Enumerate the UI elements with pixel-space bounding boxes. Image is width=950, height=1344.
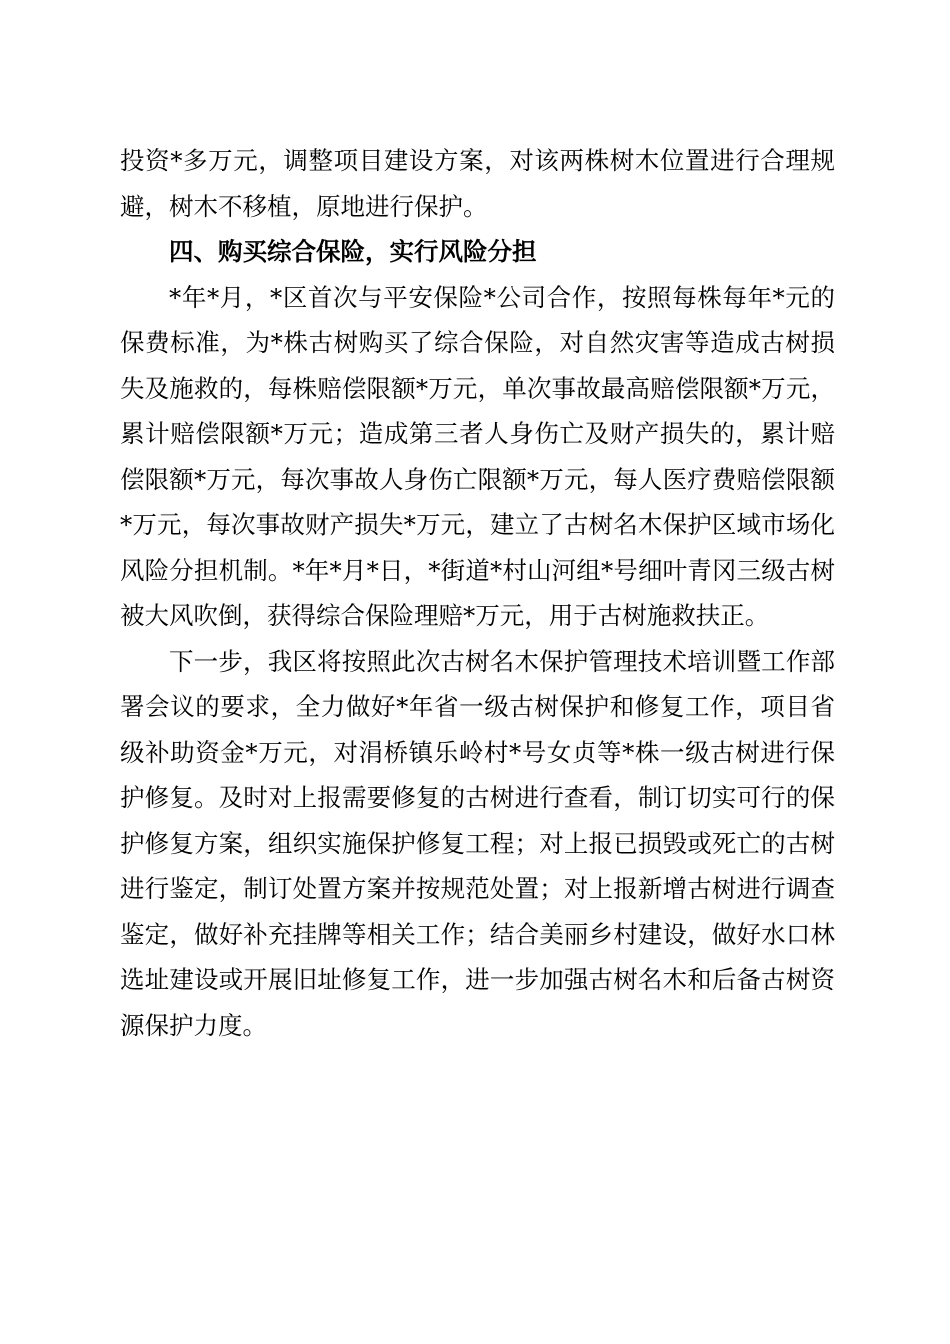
- section-heading: 四、购买综合保险，实行风险分担: [169, 237, 537, 266]
- paragraph-insurance: *年*月，*区首次与平安保险*公司合作，按照每株每年*元的保费标准，为*株古树购买了综合保险，对自然灾害等造成古树损失及施救的，每株赔偿限额*万元，单次事故最高赔偿限额*万元，累计赔偿限额*万元；造成第三者人身伤亡及财产损失的，累计赔偿限额*万元，每次事故人身伤亡限额*万元，每人医疗费赔偿限额*万元，每次事故财产损失*万元，建立了古树名木保护区域市场化风险分担机制。*年*月*日，*街道*村山河组*号细叶青冈三级古树被大风吹倒，获得综合保险理赔*万元，用于古树施救扶正。: [120, 282, 835, 630]
- paragraph-continued: 投资*多万元，调整项目建设方案，对该两株树木位置进行合理规避，树木不移植，原地进行保护。: [120, 146, 835, 221]
- document-body: [120, 138, 835, 1048]
- paragraph-next-step: 下一步，我区将按照此次古树名木保护管理技术培训暨工作部署会议的要求，全力做好*年省一级古树保护和修复工作，项目省级补助资金*万元，对涓桥镇乐岭村*号女贞等*株一级古树进行保护修复。及时对上报需要修复的古树进行查看，制订切实可行的保护修复方案，组织实施保护修复工程；对上报已损毁或死亡的古树进行鉴定，制订处置方案并按规范处置；对上报新增古树进行调查鉴定，做好补充挂牌等相关工作；结合美丽乡村建设，做好水口林选址建设或开展旧址修复工作，进一步加强古树名木和后备古树资源保护力度。: [120, 646, 835, 1040]
